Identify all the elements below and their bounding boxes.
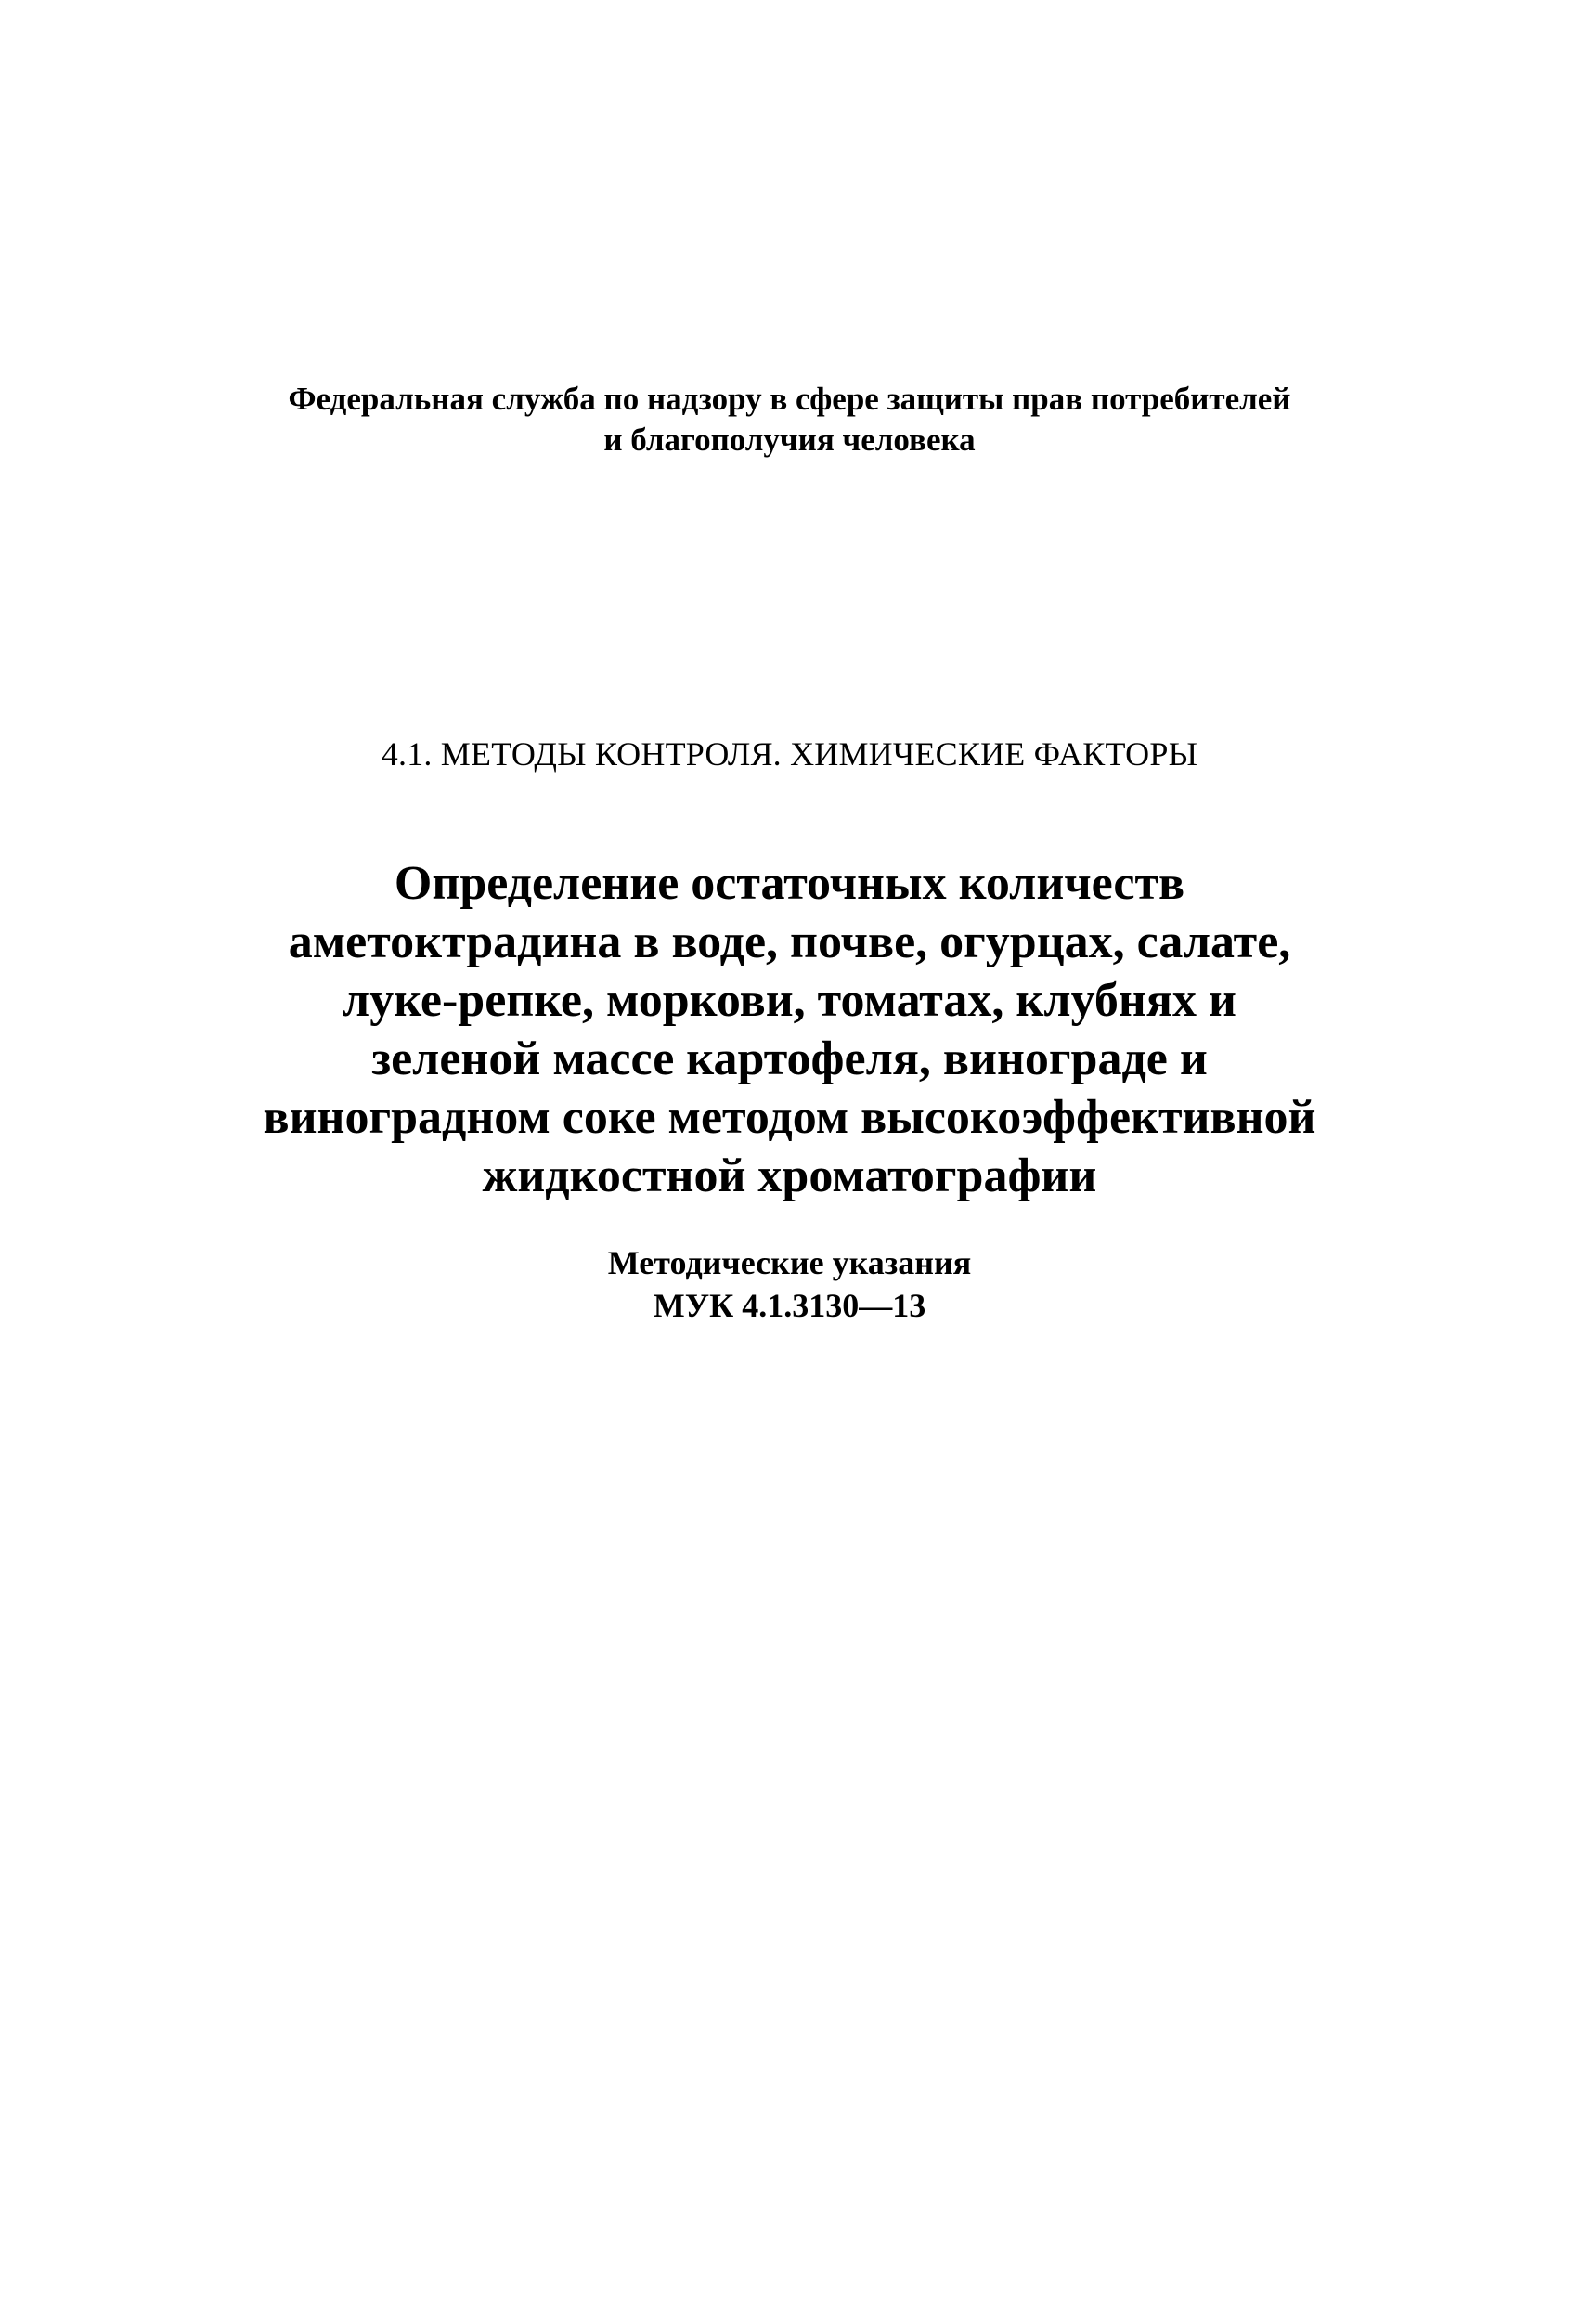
issuing-agency [0,379,1579,461]
document-type-block [0,1241,1579,1327]
document-type: Методические указания [607,1244,972,1281]
title-line: зеленой массе картофеля, винограде и [371,1032,1208,1085]
title-line: виноградном соке методом высокоэффективной [263,1091,1316,1144]
title-line: луке-репке, моркови, томатах, клубнях и [343,974,1236,1027]
document-title [0,854,1579,1205]
agency-line-2: и благополучия человека [603,422,976,458]
document-code: МУК 4.1.3130—13 [653,1287,926,1324]
title-line: жидкостной хроматографии [482,1149,1097,1202]
title-line: Определение остаточных количеств [394,857,1185,910]
agency-line-1: Федеральная служба по надзору в сфере защиты прав потребителей [288,381,1291,417]
title-line: аметоктрадина в воде, почве, огурцах, салате, [288,915,1291,968]
series-heading: 4.1. МЕТОДЫ КОНТРОЛЯ. ХИМИЧЕСКИЕ ФАКТОРЫ [381,735,1198,773]
